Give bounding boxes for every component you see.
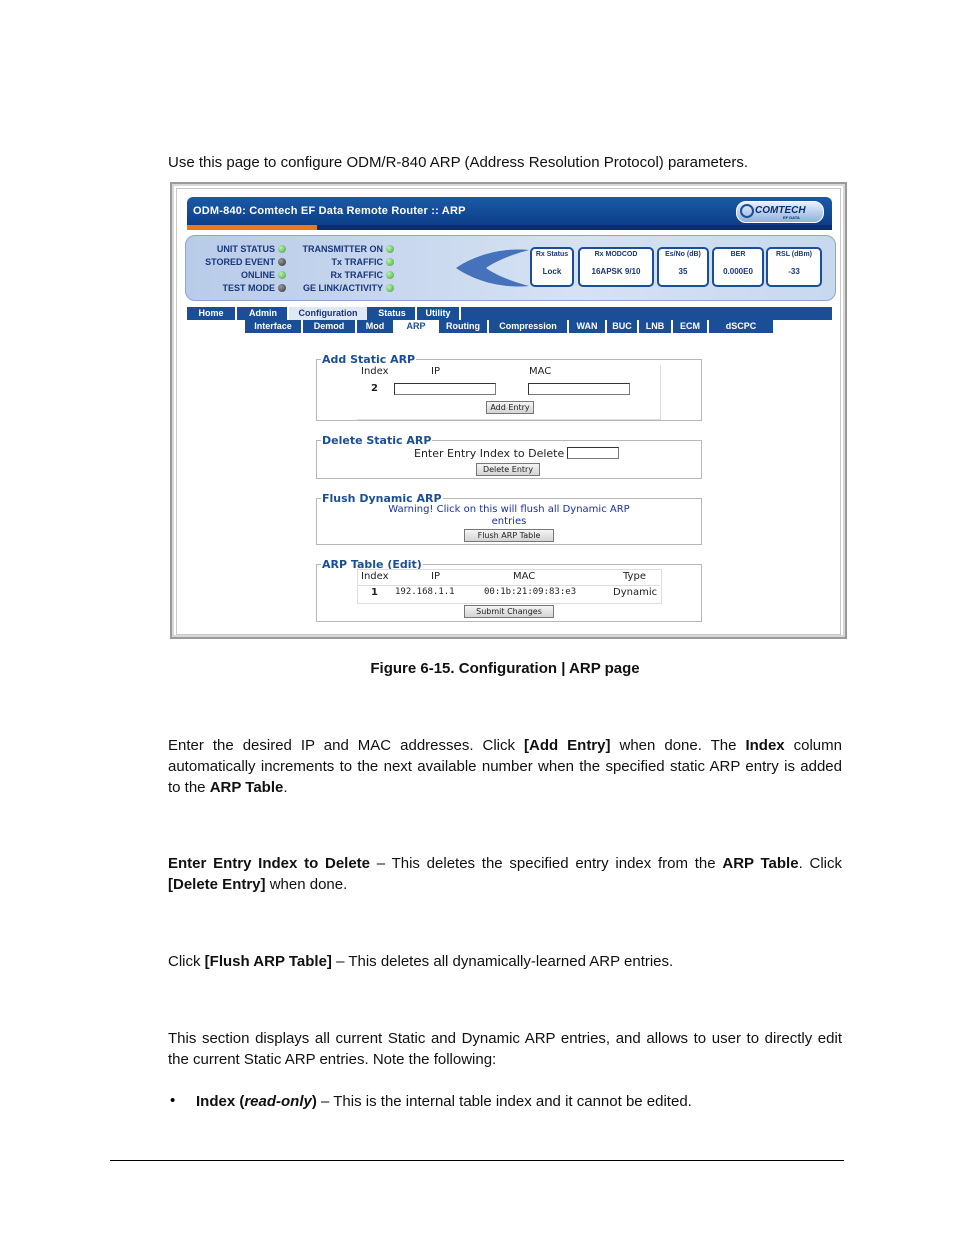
- delete-entry-button[interactable]: Delete Entry: [476, 463, 540, 476]
- table-row-ip[interactable]: 192.168.1.1: [395, 587, 455, 597]
- submit-changes-button[interactable]: Submit Changes: [464, 605, 554, 618]
- logo-subtext: EF DATA: [783, 215, 800, 220]
- paragraph-delete-entry: Enter Entry Index to Delete – This deletes the specified entry index from the ARP Table. Click [Delete Entry] when done.: [168, 855, 842, 893]
- led-green-icon: [386, 284, 394, 292]
- subtab-interface[interactable]: Interface: [245, 320, 303, 333]
- swoosh-graphic-icon: [451, 246, 531, 290]
- meter-rx-modcod: Rx MODCOD 16APSK 9/10: [578, 247, 654, 287]
- figure-screenshot: [170, 182, 847, 639]
- arp-table-section: [316, 558, 702, 622]
- add-entry-button[interactable]: Add Entry: [486, 401, 534, 414]
- tab-home[interactable]: Home: [187, 307, 237, 320]
- tab-utility[interactable]: Utility: [417, 307, 461, 320]
- accent-bar: [187, 225, 832, 230]
- arp-col-type: Type: [623, 571, 646, 582]
- flush-arp-table-button[interactable]: Flush ARP Table: [464, 529, 554, 542]
- subtab-compression[interactable]: Compression: [489, 320, 569, 333]
- arp-col-ip: IP: [431, 571, 440, 582]
- meter-rsl: RSL (dBm) -33: [766, 247, 822, 287]
- delete-index-input[interactable]: [567, 447, 619, 459]
- new-index-value: 2: [371, 383, 378, 394]
- led-off-icon: [278, 284, 286, 292]
- subtab-buc[interactable]: BUC: [607, 320, 639, 333]
- add-static-legend: Add Static ARP: [322, 353, 416, 366]
- window-title-bar: [187, 197, 832, 225]
- comtech-logo: [736, 201, 824, 223]
- flush-warning-line2: entries: [491, 516, 527, 527]
- mac-input[interactable]: [528, 383, 630, 395]
- led-off-icon: [278, 258, 286, 266]
- flush-dynamic-arp-section: [316, 492, 702, 545]
- subtab-dscpc[interactable]: dSCPC: [709, 320, 773, 333]
- status-stored-event: STORED EVENT: [196, 257, 286, 267]
- delete-static-legend: Delete Static ARP: [322, 434, 432, 447]
- footer-rule: [110, 1160, 844, 1161]
- delete-index-label: Enter Entry Index to Delete: [414, 447, 565, 460]
- table-row-index: 1: [371, 587, 378, 598]
- led-green-icon: [386, 271, 394, 279]
- bullet-dot-icon: •: [170, 1092, 176, 1109]
- led-green-icon: [386, 245, 394, 253]
- router-webpage: [176, 188, 841, 635]
- status-transmitter: TRANSMITTER ON: [296, 244, 394, 254]
- logo-text: COMTECH: [755, 205, 806, 216]
- col-ip-header: IP: [431, 366, 440, 377]
- table-row-mac[interactable]: 00:1b:21:09:83:e3: [484, 587, 577, 597]
- subtab-arp[interactable]: ARP: [395, 320, 439, 333]
- subtab-lnb[interactable]: LNB: [639, 320, 673, 333]
- logo-ring-icon: [740, 204, 754, 218]
- arp-table-legend: ARP Table (Edit): [322, 558, 422, 571]
- table-row-type: Dynamic: [613, 587, 658, 598]
- subtab-ecm[interactable]: ECM: [673, 320, 709, 333]
- subtab-routing[interactable]: Routing: [439, 320, 489, 333]
- tab-configuration[interactable]: Configuration: [289, 307, 367, 320]
- arp-col-mac: MAC: [513, 571, 536, 582]
- status-test-mode: TEST MODE: [196, 283, 286, 293]
- led-green-icon: [278, 271, 286, 279]
- main-nav: [187, 307, 832, 320]
- paragraph-add-entry: Enter the desired IP and MAC addresses. Click [Add Entry] when done. The Index column automatically increments to the next available number when the specified static ARP entry is added to the ARP Table.: [168, 737, 842, 796]
- subtab-demod[interactable]: Demod: [303, 320, 357, 333]
- status-ge-link: GE LINK/ACTIVITY: [296, 283, 394, 293]
- flush-warning-line1: Warning! Click on this will flush all Dynamic ARP: [388, 504, 630, 515]
- flush-legend: Flush Dynamic ARP: [322, 492, 442, 505]
- add-static-arp-section: [316, 353, 702, 421]
- tab-admin[interactable]: Admin: [239, 307, 289, 320]
- sub-nav: [187, 320, 832, 333]
- bullet-index-readonly: Index (read-only) – This is the internal table index and it cannot be edited.: [196, 1093, 692, 1110]
- intro-text: Use this page to configure ODM/R-840 ARP (Address Resolution Protocol) parameters.: [168, 154, 748, 171]
- paragraph-flush: Click [Flush ARP Table] – This deletes all dynamically-learned ARP entries.: [168, 953, 674, 970]
- meter-rx-status: Rx Status Lock: [530, 247, 574, 287]
- meter-ber: BER 0.000E0: [712, 247, 764, 287]
- col-index-header: Index: [361, 366, 389, 377]
- figure-caption: Figure 6-15. Configuration | ARP page: [370, 660, 640, 677]
- col-mac-header: MAC: [529, 366, 552, 377]
- arp-col-index: Index: [361, 571, 389, 582]
- status-rx-traffic: Rx TRAFFIC: [296, 270, 394, 280]
- subtab-wan[interactable]: WAN: [569, 320, 607, 333]
- paragraph-arp-table: This section displays all current Static and Dynamic ARP entries, and allows to user to directly edit the current Static ARP entries. Note the following:: [168, 1030, 842, 1068]
- led-green-icon: [386, 258, 394, 266]
- status-online: ONLINE: [196, 270, 286, 280]
- window-title: ODM-840: Comtech EF Data Remote Router :: ARP: [193, 205, 466, 217]
- status-tx-traffic: Tx TRAFFIC: [296, 257, 394, 267]
- delete-static-arp-section: [316, 434, 702, 479]
- led-green-icon: [278, 245, 286, 253]
- tab-status[interactable]: Status: [369, 307, 417, 320]
- subtab-mod[interactable]: Mod: [357, 320, 395, 333]
- ip-input[interactable]: [394, 383, 496, 395]
- status-unit: UNIT STATUS: [196, 244, 286, 254]
- meter-esno: Es/No (dB) 35: [657, 247, 709, 287]
